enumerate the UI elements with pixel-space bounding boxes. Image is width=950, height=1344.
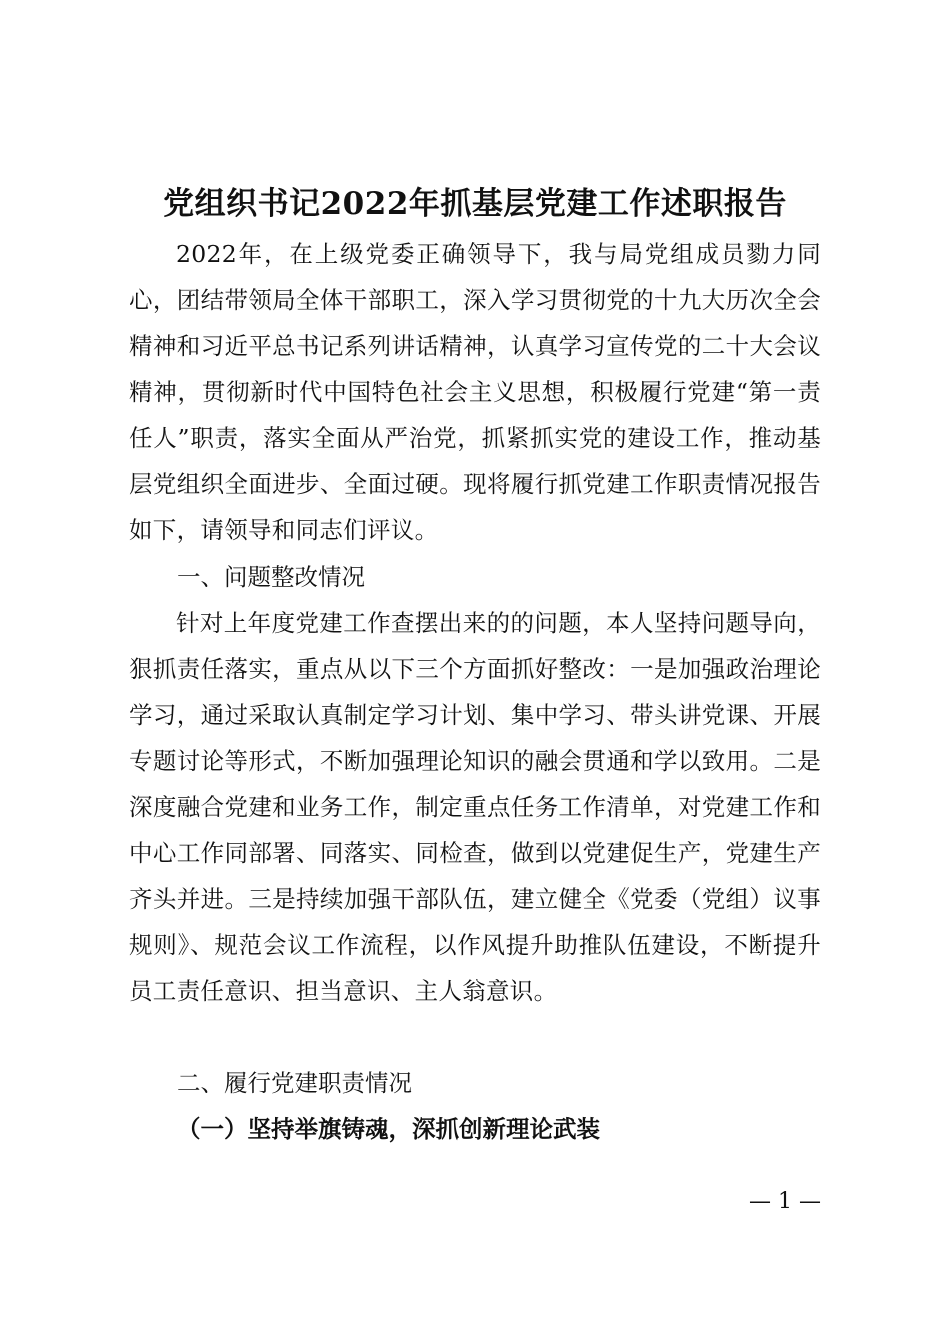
section2-heading: 二、履行党建职责情况 xyxy=(177,1069,412,1097)
page-number: — 1 — xyxy=(749,1189,821,1214)
section1-block xyxy=(129,600,821,1014)
section2-subheading-1: （一）坚持举旗铸魂，深抓创新理论武装 xyxy=(177,1115,600,1143)
intro-block xyxy=(129,231,821,553)
intro-paragraph: 2022年，在上级党委正确领导下，我与局党组成员勠力同心，团结带领局全体干部职工，深入学习贯彻党的十九大历次全会精神和习近平总书记系列讲话精神，认真学习宣传党的二十大会议精神，贯彻新时代中国特色社会主义思想，积极履行党建“第一责任人”职责，落实全面从严治党，抓紧抓实党的建设工作，推动基层党组织全面进步、全面过硬。现将履行抓党建工作职责情况报告如下，请领导和同志们评议。 xyxy=(129,240,821,544)
document-title: 党组织书记2022年抓基层党建工作述职报告 xyxy=(163,186,787,222)
section1-heading: 一、问题整改情况 xyxy=(177,563,365,591)
section1-paragraph: 针对上年度党建工作查摆出来的的问题，本人坚持问题导向，狠抓责任落实，重点从以下三个方面抓好整改：一是加强政治理论学习，通过采取认真制定学习计划、集中学习、带头讲党课、开展专题讨论等形式，不断加强理论知识的融会贯通和学以致用。二是深度融合党建和业务工作，制定重点任务工作清单，对党建工作和中心工作同部署、同落实、同检查，做到以党建促生产，党建生产齐头并进。三是持续加强干部队伍，建立健全《党委（党组）议事规则》、规范会议工作流程，以作风提升助推队伍建设，不断提升员工责任意识、担当意识、主人翁意识。 xyxy=(129,609,821,1005)
